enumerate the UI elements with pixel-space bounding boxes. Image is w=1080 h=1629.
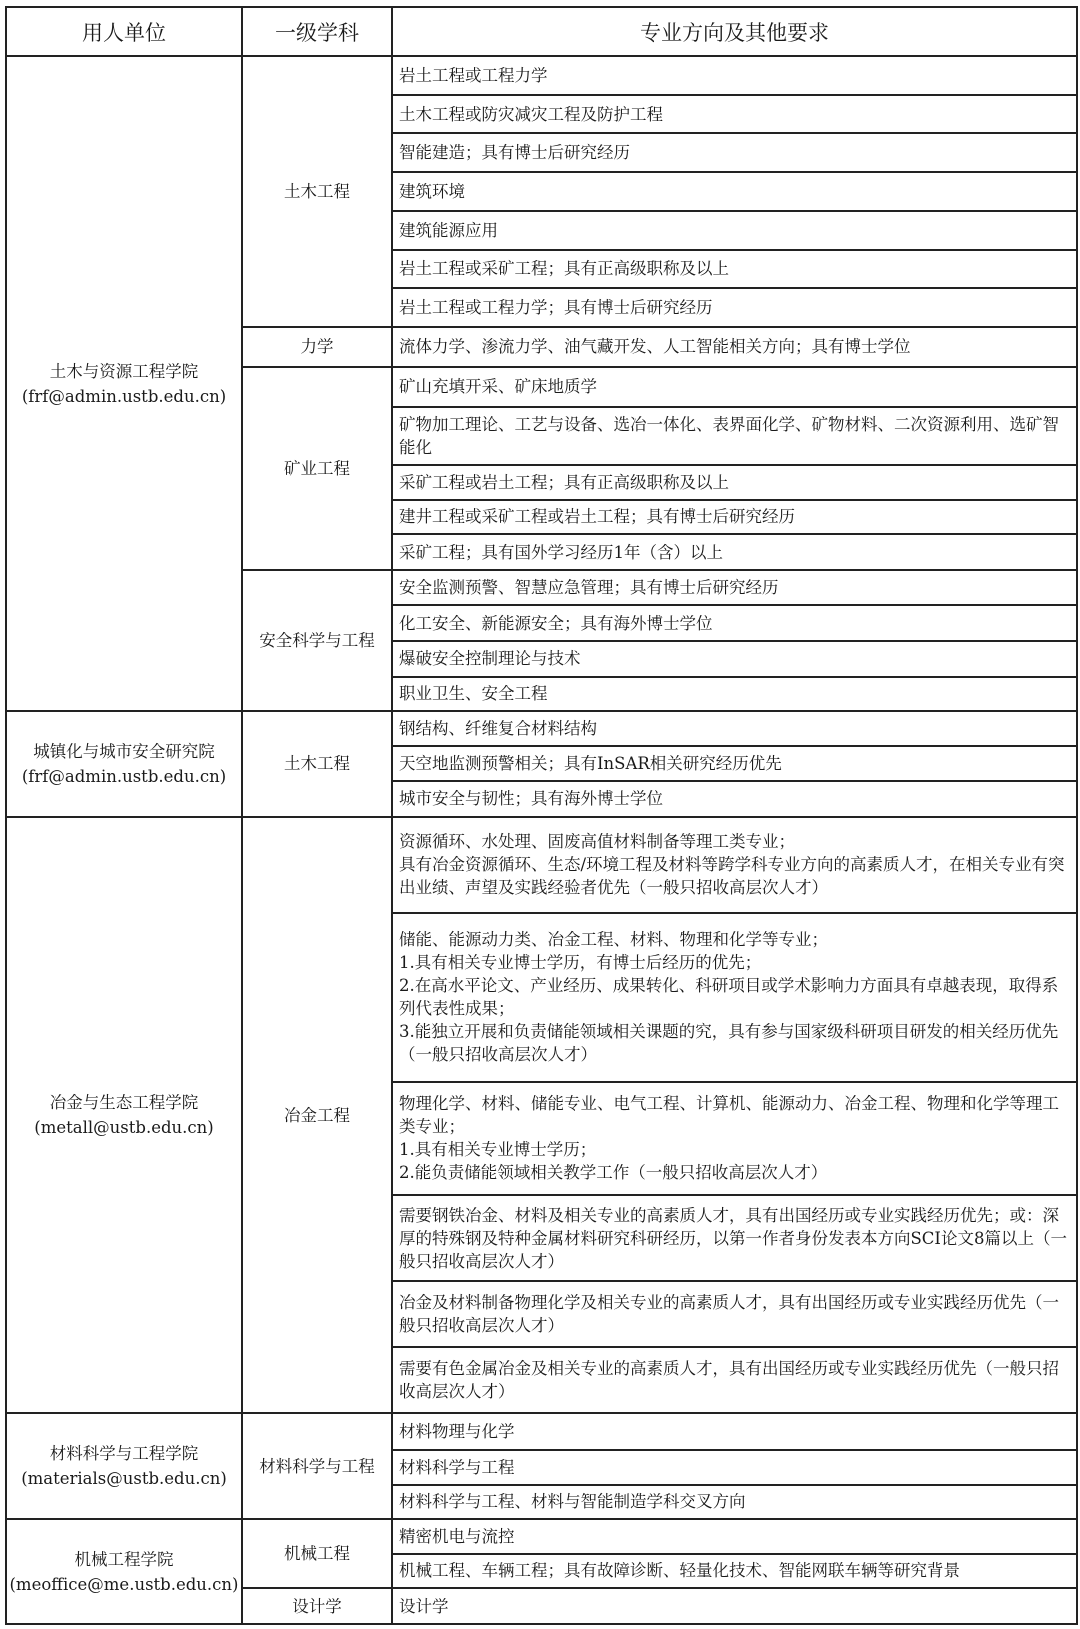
requirement-cell xyxy=(392,1450,1077,1485)
unit-name: 机械工程学院 xyxy=(74,1549,174,1569)
requirement-cell xyxy=(392,172,1077,211)
subject-cell: 机械工程 xyxy=(242,1519,392,1588)
requirement-cell xyxy=(392,1554,1077,1589)
requirement-cell xyxy=(392,570,1077,606)
requirement-cell xyxy=(392,1082,1077,1195)
requirement-line: 化工安全、新能源安全；具有海外博士学位 xyxy=(399,613,713,633)
unit-email: (frf@admin.ustb.edu.cn) xyxy=(21,766,227,786)
requirement-line: 爆破安全控制理论与技术 xyxy=(399,649,581,669)
requirement-line: 材料科学与工程 xyxy=(399,1457,515,1477)
unit-name: 城镇化与城市安全研究院 xyxy=(33,741,215,761)
requirement-line: 智能建造；具有博士后研究经历 xyxy=(399,143,630,163)
subject-cell: 力学 xyxy=(242,327,392,367)
requirement-line: 3.能独立开展和负责储能领域相关课题的究，具有参与国家级科研项目研发的相关经历优先（一般只招收高层次人才） xyxy=(399,1022,1059,1065)
requirement-cell xyxy=(392,1485,1077,1520)
unit-name: 材料科学与工程学院 xyxy=(49,1444,199,1464)
requirement-cell xyxy=(392,56,1077,95)
requirement-cell xyxy=(392,781,1077,817)
subject-cell: 安全科学与工程 xyxy=(242,570,392,711)
unit-cell xyxy=(6,1519,242,1624)
unit-email: (metall@ustb.edu.cn) xyxy=(34,1118,214,1138)
requirement-line: 材料科学与工程、材料与智能制造学科交叉方向 xyxy=(399,1492,746,1512)
requirement-line: 需要钢铁冶金、材料及相关专业的高素质人才，具有出国经历或专业实践经历优先；或：深厚的特殊钢及特种金属材料研究科研经历，以第一作者身份发表本方向SCI论文8篇以上（一般只招收高层次人才） xyxy=(399,1205,1067,1271)
requirement-line: 城市安全与韧性；具有海外博士学位 xyxy=(399,789,663,809)
requirement-cell xyxy=(392,1588,1077,1624)
requirement-cell xyxy=(392,367,1077,407)
unit-cell xyxy=(6,711,242,817)
requirement-cell xyxy=(392,605,1077,641)
unit-name: 冶金与生态工程学院 xyxy=(49,1093,199,1113)
unit-email: (materials@ustb.edu.cn) xyxy=(21,1469,227,1489)
requirement-line: 资源循环、水处理、固废高值材料制备等理工类专业； xyxy=(399,832,795,852)
requirement-cell xyxy=(392,711,1077,746)
requirement-line: 土木工程或防灾减灾工程及防护工程 xyxy=(399,104,663,124)
requirement-cell xyxy=(392,500,1077,535)
requirement-cell xyxy=(392,1281,1077,1347)
unit-cell xyxy=(6,817,242,1414)
requirement-cell xyxy=(392,95,1077,134)
table-row xyxy=(6,56,1077,95)
requirement-line: 岩土工程或工程力学；具有博士后研究经历 xyxy=(399,298,713,318)
requirement-line: 采矿工程；具有国外学习经历1年（含）以上 xyxy=(399,542,723,562)
table-row xyxy=(6,1519,1077,1554)
requirement-cell xyxy=(392,1413,1077,1450)
header-requirement: 专业方向及其他要求 xyxy=(392,7,1077,56)
requirement-line: 岩土工程或工程力学 xyxy=(399,65,548,85)
requirement-line: 建井工程或采矿工程或岩土工程；具有博士后研究经历 xyxy=(399,507,795,527)
requirement-cell xyxy=(392,327,1077,367)
requirement-cell xyxy=(392,817,1077,913)
requirement-cell xyxy=(392,677,1077,712)
header-subject: 一级学科 xyxy=(242,7,392,56)
recruitment-table xyxy=(5,6,1078,1625)
requirement-cell xyxy=(392,133,1077,172)
requirement-cell xyxy=(392,913,1077,1082)
requirement-line: 冶金及材料制备物理化学及相关专业的高素质人才，具有出国经历或专业实践经历优先（一般只招收高层次人才） xyxy=(399,1293,1059,1336)
requirement-line: 材料物理与化学 xyxy=(399,1422,515,1442)
requirement-line: 1.具有相关专业博士学历，有博士后经历的优先； xyxy=(399,953,762,973)
requirement-line: 2.能负责储能领域相关教学工作（一般只招收高层次人才） xyxy=(399,1163,828,1183)
requirement-line: 矿物加工理论、工艺与设备、选冶一体化、表界面化学、矿物材料、二次资源利用、选矿智能化 xyxy=(399,414,1059,457)
requirement-line: 流体力学、渗流力学、油气藏开发、人工智能相关方向；具有博士学位 xyxy=(399,337,911,357)
requirement-cell xyxy=(392,534,1077,570)
requirement-line: 2.在高水平论文、产业经历、成果转化、科研项目或学术影响力方面具有卓越表现，取得系列代表性成果； xyxy=(399,976,1059,1019)
table-body xyxy=(6,56,1077,1624)
header-row xyxy=(6,7,1077,56)
subject-cell: 矿业工程 xyxy=(242,367,392,570)
requirement-cell xyxy=(392,465,1077,500)
table-row xyxy=(6,711,1077,746)
requirement-cell xyxy=(392,641,1077,677)
subject-cell: 土木工程 xyxy=(242,711,392,817)
requirement-line: 安全监测预警、智慧应急管理；具有博士后研究经历 xyxy=(399,578,779,598)
requirement-line: 1.具有相关专业博士学历； xyxy=(399,1140,597,1160)
unit-email: (frf@admin.ustb.edu.cn) xyxy=(21,386,227,406)
requirement-cell xyxy=(392,1519,1077,1554)
unit-cell xyxy=(6,1413,242,1519)
requirement-line: 采矿工程或岩土工程；具有正高级职称及以上 xyxy=(399,472,729,492)
requirement-cell xyxy=(392,1347,1077,1413)
requirement-line: 矿山充填开采、矿床地质学 xyxy=(399,377,597,397)
requirement-cell xyxy=(392,407,1077,466)
unit-name: 土木与资源工程学院 xyxy=(49,361,199,381)
requirement-line: 机械工程、车辆工程；具有故障诊断、轻量化技术、智能网联车辆等研究背景 xyxy=(399,1561,960,1581)
requirement-line: 储能、能源动力类、冶金工程、材料、物理和化学等专业； xyxy=(399,930,828,950)
requirement-line: 钢结构、纤维复合材料结构 xyxy=(399,718,597,738)
table-row xyxy=(6,817,1077,913)
requirement-cell xyxy=(392,211,1077,250)
requirement-line: 职业卫生、安全工程 xyxy=(399,684,548,704)
requirement-line: 精密机电与流控 xyxy=(399,1526,515,1546)
unit-email: (meoffice@me.ustb.edu.cn) xyxy=(9,1574,239,1594)
subject-cell: 冶金工程 xyxy=(242,817,392,1414)
subject-cell: 材料科学与工程 xyxy=(242,1413,392,1519)
requirement-cell xyxy=(392,288,1077,327)
requirement-line: 需要有色金属冶金及相关专业的高素质人才，具有出国经历或专业实践经历优先（一般只招收高层次人才） xyxy=(399,1359,1059,1402)
requirement-line: 设计学 xyxy=(399,1596,449,1616)
requirement-line: 建筑能源应用 xyxy=(399,220,498,240)
header-unit: 用人单位 xyxy=(6,7,242,56)
requirement-cell xyxy=(392,1195,1077,1282)
table-row xyxy=(6,1413,1077,1450)
requirement-cell xyxy=(392,250,1077,289)
unit-cell xyxy=(6,56,242,711)
requirement-line: 天空地监测预警相关；具有InSAR相关研究经历优先 xyxy=(399,753,782,773)
requirement-line: 岩土工程或采矿工程；具有正高级职称及以上 xyxy=(399,259,729,279)
requirement-line: 具有冶金资源循环、生态/环境工程及材料等跨学科专业方向的高素质人才，在相关专业有突出业绩、声望及实践经验者优先（一般只招收高层次人才） xyxy=(399,855,1065,898)
subject-cell: 设计学 xyxy=(242,1588,392,1624)
requirement-cell xyxy=(392,746,1077,782)
subject-cell: 土木工程 xyxy=(242,56,392,327)
requirement-line: 物理化学、材料、储能专业、电气工程、计算机、能源动力、冶金工程、物理和化学等理工类专业； xyxy=(399,1094,1059,1137)
requirement-line: 建筑环境 xyxy=(399,182,465,202)
